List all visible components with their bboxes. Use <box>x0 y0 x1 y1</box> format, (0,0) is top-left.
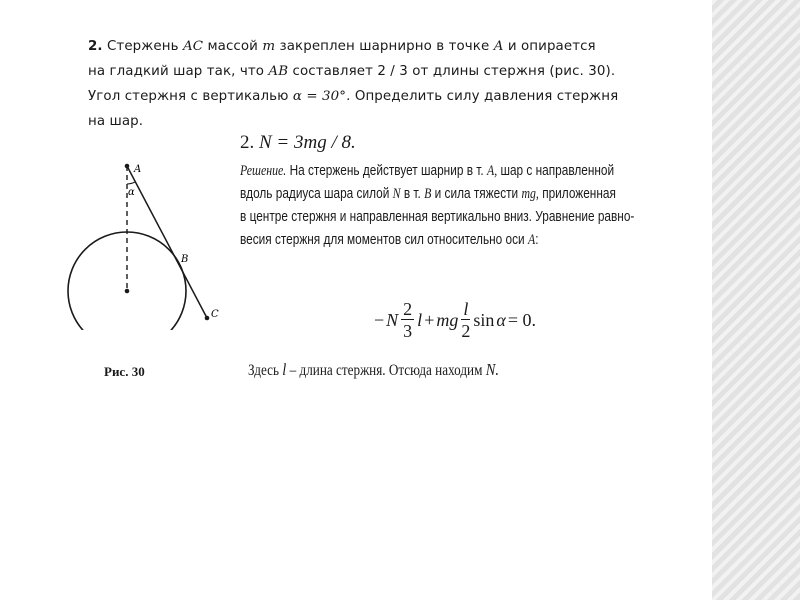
problem-text: Стержень <box>106 39 179 54</box>
solution-line-2 <box>240 183 616 206</box>
eq-l: l <box>417 309 423 330</box>
solution-text-span: весия стержня для моментов сил относительно оси <box>240 232 525 248</box>
var-N: N <box>392 186 401 202</box>
label-C: C <box>211 309 219 320</box>
solution-label: Решение. <box>240 163 287 179</box>
solution-text-span: и сила тяжести <box>434 186 519 202</box>
solution-text-span: шар с направленной <box>500 163 615 179</box>
answer-number: 2. <box>240 132 255 153</box>
var-A: A <box>527 232 536 248</box>
solution-text <box>240 160 635 252</box>
answer-formula: N = 3mg / 8. <box>259 132 356 153</box>
eq-minus: − <box>374 309 385 330</box>
var-l: l <box>282 360 287 379</box>
solution-text-span: На стержень действует шарнир в т. <box>289 163 484 179</box>
eq-alpha: α <box>496 309 506 330</box>
var-N: N. <box>485 360 500 379</box>
problem-text: и опирается <box>507 39 596 54</box>
problem-line-3 <box>88 84 688 109</box>
decorative-side-band <box>712 0 800 600</box>
eq-equals-zero: = 0. <box>507 309 536 330</box>
eq-sin: sin <box>473 309 495 330</box>
var-m: m <box>262 39 276 54</box>
problem-text: на гладкий шар так, что <box>88 64 265 79</box>
angle-arc <box>127 182 135 184</box>
label-alpha: α <box>128 187 135 198</box>
label-B: B <box>181 254 189 265</box>
rod-AC <box>127 166 207 318</box>
var-AC: AC <box>182 39 204 54</box>
problem-text: Угол стержня с вертикалью <box>88 89 289 104</box>
problem-line-4 <box>88 109 688 134</box>
point-C <box>205 316 210 321</box>
answer-line <box>240 132 356 154</box>
var-B: B <box>424 186 432 202</box>
solution-line-1 <box>240 160 615 183</box>
solution-text-span: приложенная <box>542 186 616 202</box>
problem-text: составляет <box>292 64 373 79</box>
problem-text: на шар. <box>88 114 144 129</box>
eq-frac1-num: 2 <box>403 299 413 319</box>
solution-colon: : <box>535 232 539 248</box>
var-mg: mg, <box>521 186 539 202</box>
problem-text: от длины стержня (рис. 30). <box>412 64 616 79</box>
eq-N: N <box>386 309 399 330</box>
solution-text-span: вдоль радиуса шара силой <box>240 186 390 202</box>
problem-line-1 <box>88 34 688 59</box>
eq-fraction-2-3 <box>401 300 414 340</box>
solution-line-4 <box>240 229 592 252</box>
eq-plus: + <box>424 309 435 330</box>
final-line <box>248 360 499 380</box>
solution-text-span: в т. <box>403 186 421 202</box>
var-A: A, <box>486 163 498 179</box>
moment-equation <box>374 300 536 340</box>
label-A: A <box>134 164 142 175</box>
sphere-outline <box>68 232 189 330</box>
eq-mg: mg <box>436 309 459 330</box>
fraction-2-3: 2 / 3 <box>377 64 408 79</box>
var-AB: AB <box>268 64 289 79</box>
problem-line-2 <box>88 59 688 84</box>
problem-text: массой <box>207 39 258 54</box>
rod-on-sphere-figure <box>60 150 230 330</box>
eq-frac2-num: l <box>463 299 469 319</box>
final-text: – длина стержня. Отсюда находим <box>289 362 483 379</box>
eq-frac2-den: 2 <box>461 321 471 341</box>
problem-statement <box>88 34 688 134</box>
sphere-center-point <box>125 289 130 294</box>
solution-line-3 <box>240 206 635 229</box>
point-A <box>125 164 130 169</box>
var-A: A <box>493 39 504 54</box>
solution-text-span: в центре стержня и направленная вертикально вниз. Уравнение равно- <box>240 209 635 225</box>
problem-text: Определить силу давления стержня <box>354 89 619 104</box>
figure-caption: Рис. 30 <box>104 364 145 379</box>
eq-frac1-den: 3 <box>403 321 413 341</box>
problem-text: закреплен шарнирно в точке <box>279 39 490 54</box>
final-text: Здесь <box>248 362 280 379</box>
eq-fraction-l-2 <box>461 300 470 340</box>
angle-value: α = 30°. <box>292 89 351 104</box>
problem-number: 2. <box>88 39 103 54</box>
